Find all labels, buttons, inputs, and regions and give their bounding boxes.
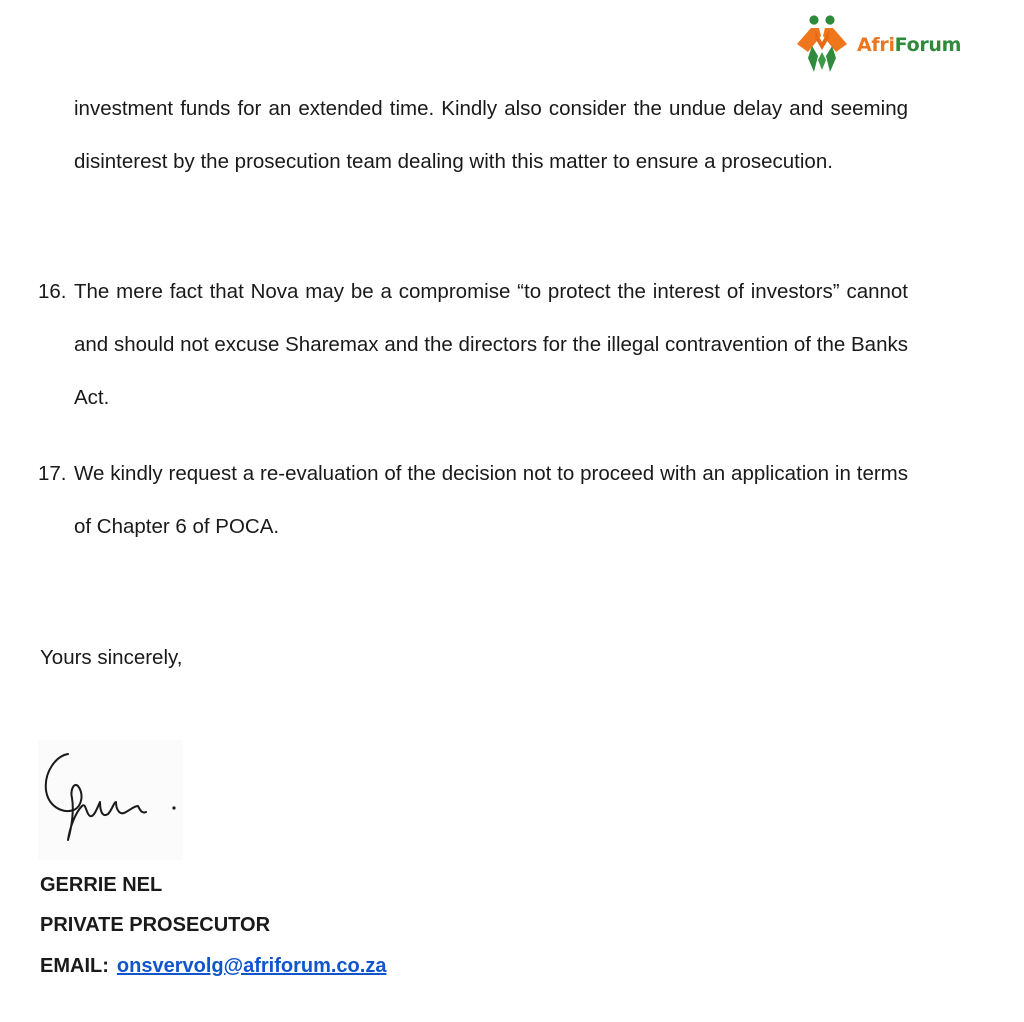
email-line	[40, 955, 386, 978]
logo-text-afri: Afri	[857, 34, 895, 56]
paragraph-text: The mere fact that Nova may be a compromise “to protect the interest of investors” cannot and should not excuse Sharemax and the directors for the illegal contravention of the Banks Act.	[74, 280, 908, 409]
continuation-paragraph: investment funds for an extended time. Kindly also consider the undue delay and seeming disinterest by the prosecution team dealing with this matter to ensure a prosecution.	[74, 97, 908, 173]
afriforum-emblem-icon	[793, 14, 863, 76]
numbered-paragraph-17	[38, 448, 908, 554]
email-link[interactable]: onsvervolg@afriforum.co.za	[116, 955, 387, 977]
closing-salutation: Yours sincerely,	[40, 646, 183, 669]
signatory-name: GERRIE NEL	[40, 874, 163, 896]
signature-icon	[38, 740, 183, 860]
logo-wordmark	[857, 34, 961, 56]
signatory-title: PRIVATE PROSECUTOR	[40, 914, 271, 936]
handwritten-signature	[38, 740, 183, 860]
paragraph-text: We kindly request a re-evaluation of the decision not to proceed with an application in terms of Chapter 6 of POCA.	[74, 462, 908, 538]
email-label: EMAIL:	[40, 955, 109, 977]
paragraph-number: 16.	[38, 280, 67, 303]
paragraph-number: 17.	[38, 462, 67, 485]
logo-text-forum: Forum	[894, 34, 962, 56]
numbered-paragraph-16	[38, 266, 908, 424]
